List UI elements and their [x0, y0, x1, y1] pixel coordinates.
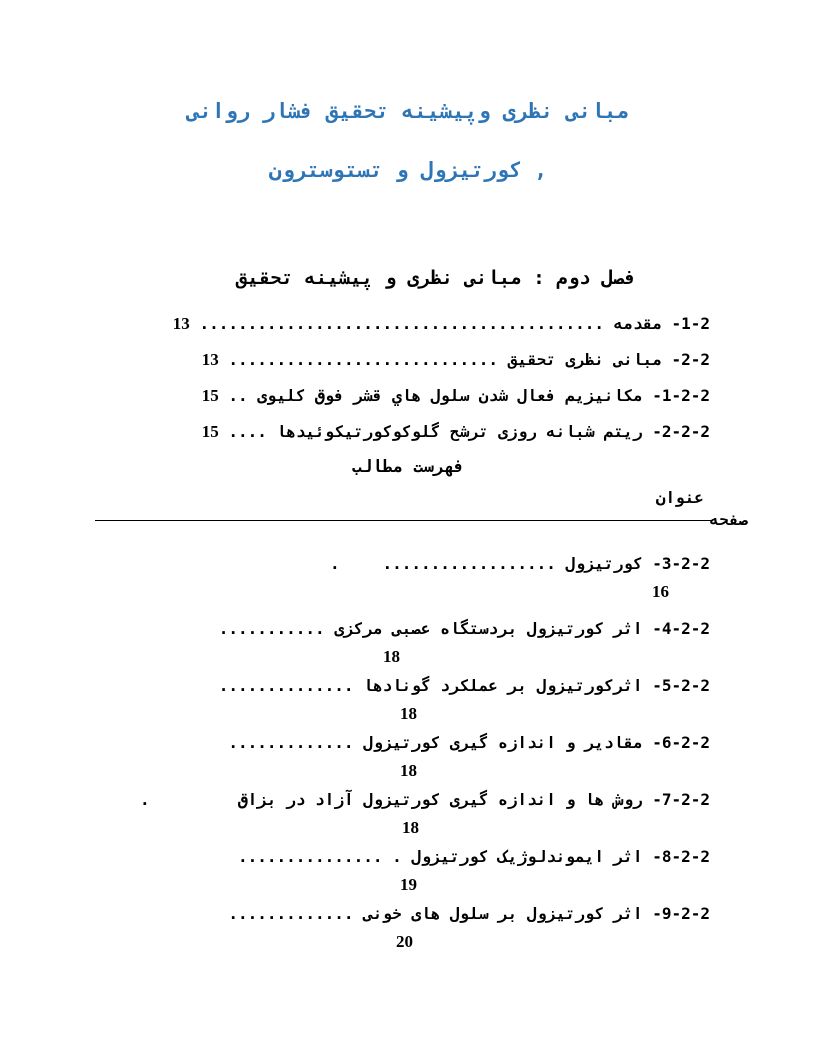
- toc-dot-leader: ....: [228, 422, 267, 441]
- toc-page-number: 15: [201, 422, 219, 441]
- toc-main-section: [0, 552, 816, 959]
- toc-dot-leader: ...........: [218, 619, 325, 638]
- toc-entry-line: [152, 902, 710, 926]
- toc-page-number: 20: [396, 932, 413, 951]
- toc-page-line: [0, 875, 816, 895]
- toc-entry-line: [190, 731, 710, 755]
- toc-page-line: [0, 932, 816, 952]
- toc-entry-number: 2-2-6-: [652, 733, 710, 752]
- toc-entry-2-1: [0, 306, 710, 342]
- toc-entry-line: [150, 617, 710, 641]
- toc-entry-label: مبانی نظری تحقیق: [507, 350, 662, 369]
- toc-dot-leader: .............: [228, 733, 354, 752]
- toc-dot-tail: .: [140, 790, 152, 809]
- toc-entry-text: [228, 731, 710, 755]
- toc-entry-label: روش ها و اندازه گیری کورتیزول آزاد در بزاق: [237, 790, 643, 809]
- toc-entry-2-2-9: [0, 902, 816, 952]
- toc-page-line: [0, 647, 816, 667]
- horizontal-rule: [95, 520, 712, 521]
- contents-header: فهرست مطالب: [351, 457, 465, 477]
- toc-entry-number: 2-2-9-: [652, 904, 710, 923]
- toc-entry-number: 2-2-7-: [652, 790, 710, 809]
- toc-entry-text: [382, 552, 710, 576]
- toc-dot-leader: ..........................................: [199, 314, 605, 333]
- toc-entry-label: مقدمه: [613, 314, 662, 333]
- chapter-heading: فصل دوم : مبانی نظری و پیشینه تحقیق: [235, 267, 637, 289]
- column-header-title: عنوان: [655, 488, 704, 507]
- toc-entry-line: [330, 552, 710, 576]
- column-header-page: صفحه: [709, 510, 748, 529]
- toc-entry-2-2-3: [0, 552, 816, 602]
- toc-entry-text: [228, 902, 710, 926]
- document-title: [0, 82, 816, 200]
- toc-entry-number: 2-2-5-: [652, 676, 710, 695]
- toc-page-number: 19: [400, 875, 417, 894]
- toc-entry-number: 2-1-: [671, 314, 710, 333]
- toc-entry-text: [219, 617, 710, 641]
- toc-top-section: [0, 306, 710, 450]
- toc-page-line: [0, 704, 816, 724]
- toc-entry-number: 2-2-3-: [652, 554, 710, 573]
- toc-page-line: [0, 761, 816, 781]
- toc-page-number: 13: [201, 350, 219, 369]
- toc-entry-2-2-5: [0, 674, 816, 724]
- toc-dot-leader: ..................: [382, 554, 556, 573]
- toc-entry-2-2: [0, 342, 710, 378]
- toc-entry-label: اثر ایموندلوژیک کورتیزول: [411, 847, 643, 866]
- toc-dot-tail: .: [330, 554, 342, 573]
- toc-dot-leader: ..............: [218, 676, 354, 695]
- toc-entry-text: [238, 845, 710, 869]
- document-title-line1: مبانی نظری وپیشینه تحقیق فشار روانی: [186, 99, 630, 123]
- toc-entry-text: [238, 788, 710, 812]
- toc-entry-label: ریتم شبانه روزی ترشح گلوکوکورتیکوئیدها: [276, 422, 643, 441]
- toc-dot-leader: .............: [228, 904, 354, 923]
- toc-entry-label: مقادیر و اندازه گیری کورتیزول: [363, 733, 643, 752]
- document-title-line2: , کورتیزول و تستوسترون: [268, 158, 548, 182]
- toc-page-line: [0, 818, 816, 838]
- toc-entry-line: [140, 788, 710, 812]
- toc-page-number: 18: [400, 761, 417, 780]
- toc-entry-number: 2-2-2-: [652, 422, 710, 441]
- toc-dot-leader: . ...............: [237, 847, 402, 866]
- toc-entry-label: کورتیزول: [565, 554, 643, 573]
- toc-dot-leader: ..: [228, 386, 248, 405]
- toc-entry-number: 2-2-4-: [652, 619, 710, 638]
- toc-page-number: 18: [383, 647, 400, 666]
- toc-entry-line: [165, 674, 710, 698]
- toc-dot-leader: ............................: [228, 350, 499, 369]
- toc-entry-2-2-6: [0, 731, 816, 781]
- toc-page-number: 15: [201, 386, 219, 405]
- toc-entry-number: 2-2-8-: [652, 847, 710, 866]
- toc-page-number: 13: [172, 314, 190, 333]
- toc-entry-number: 2-2-1-: [652, 386, 710, 405]
- toc-page-line: [0, 582, 816, 602]
- toc-entry-2-2-4: [0, 617, 816, 667]
- toc-entry-number: 2-2-: [671, 350, 710, 369]
- toc-entry-label: مکانیزیم فعال شدن سلول هاي قشر فوق کلیوی: [257, 386, 643, 405]
- toc-page-number: 18: [400, 704, 417, 723]
- toc-entry-text: [219, 674, 710, 698]
- toc-entry-label: اثر کورتیزول بردستگاه عصبی مرکزی: [334, 619, 643, 638]
- toc-entry-label: اثر کورتیزول بر سلول های خونی: [363, 904, 643, 923]
- toc-entry-label: اثرکورتیزول بر عملکرد گونادها: [363, 676, 643, 695]
- toc-page-number: 18: [402, 818, 419, 837]
- toc-entry-2-2-7: [0, 788, 816, 838]
- toc-entry-line: [160, 845, 710, 869]
- toc-page-number: 16: [652, 582, 669, 601]
- toc-entry-2-2-1: [0, 378, 710, 414]
- toc-divider-row: [0, 506, 816, 534]
- toc-entry-2-2-2: [0, 414, 710, 450]
- toc-entry-2-2-8: [0, 845, 816, 895]
